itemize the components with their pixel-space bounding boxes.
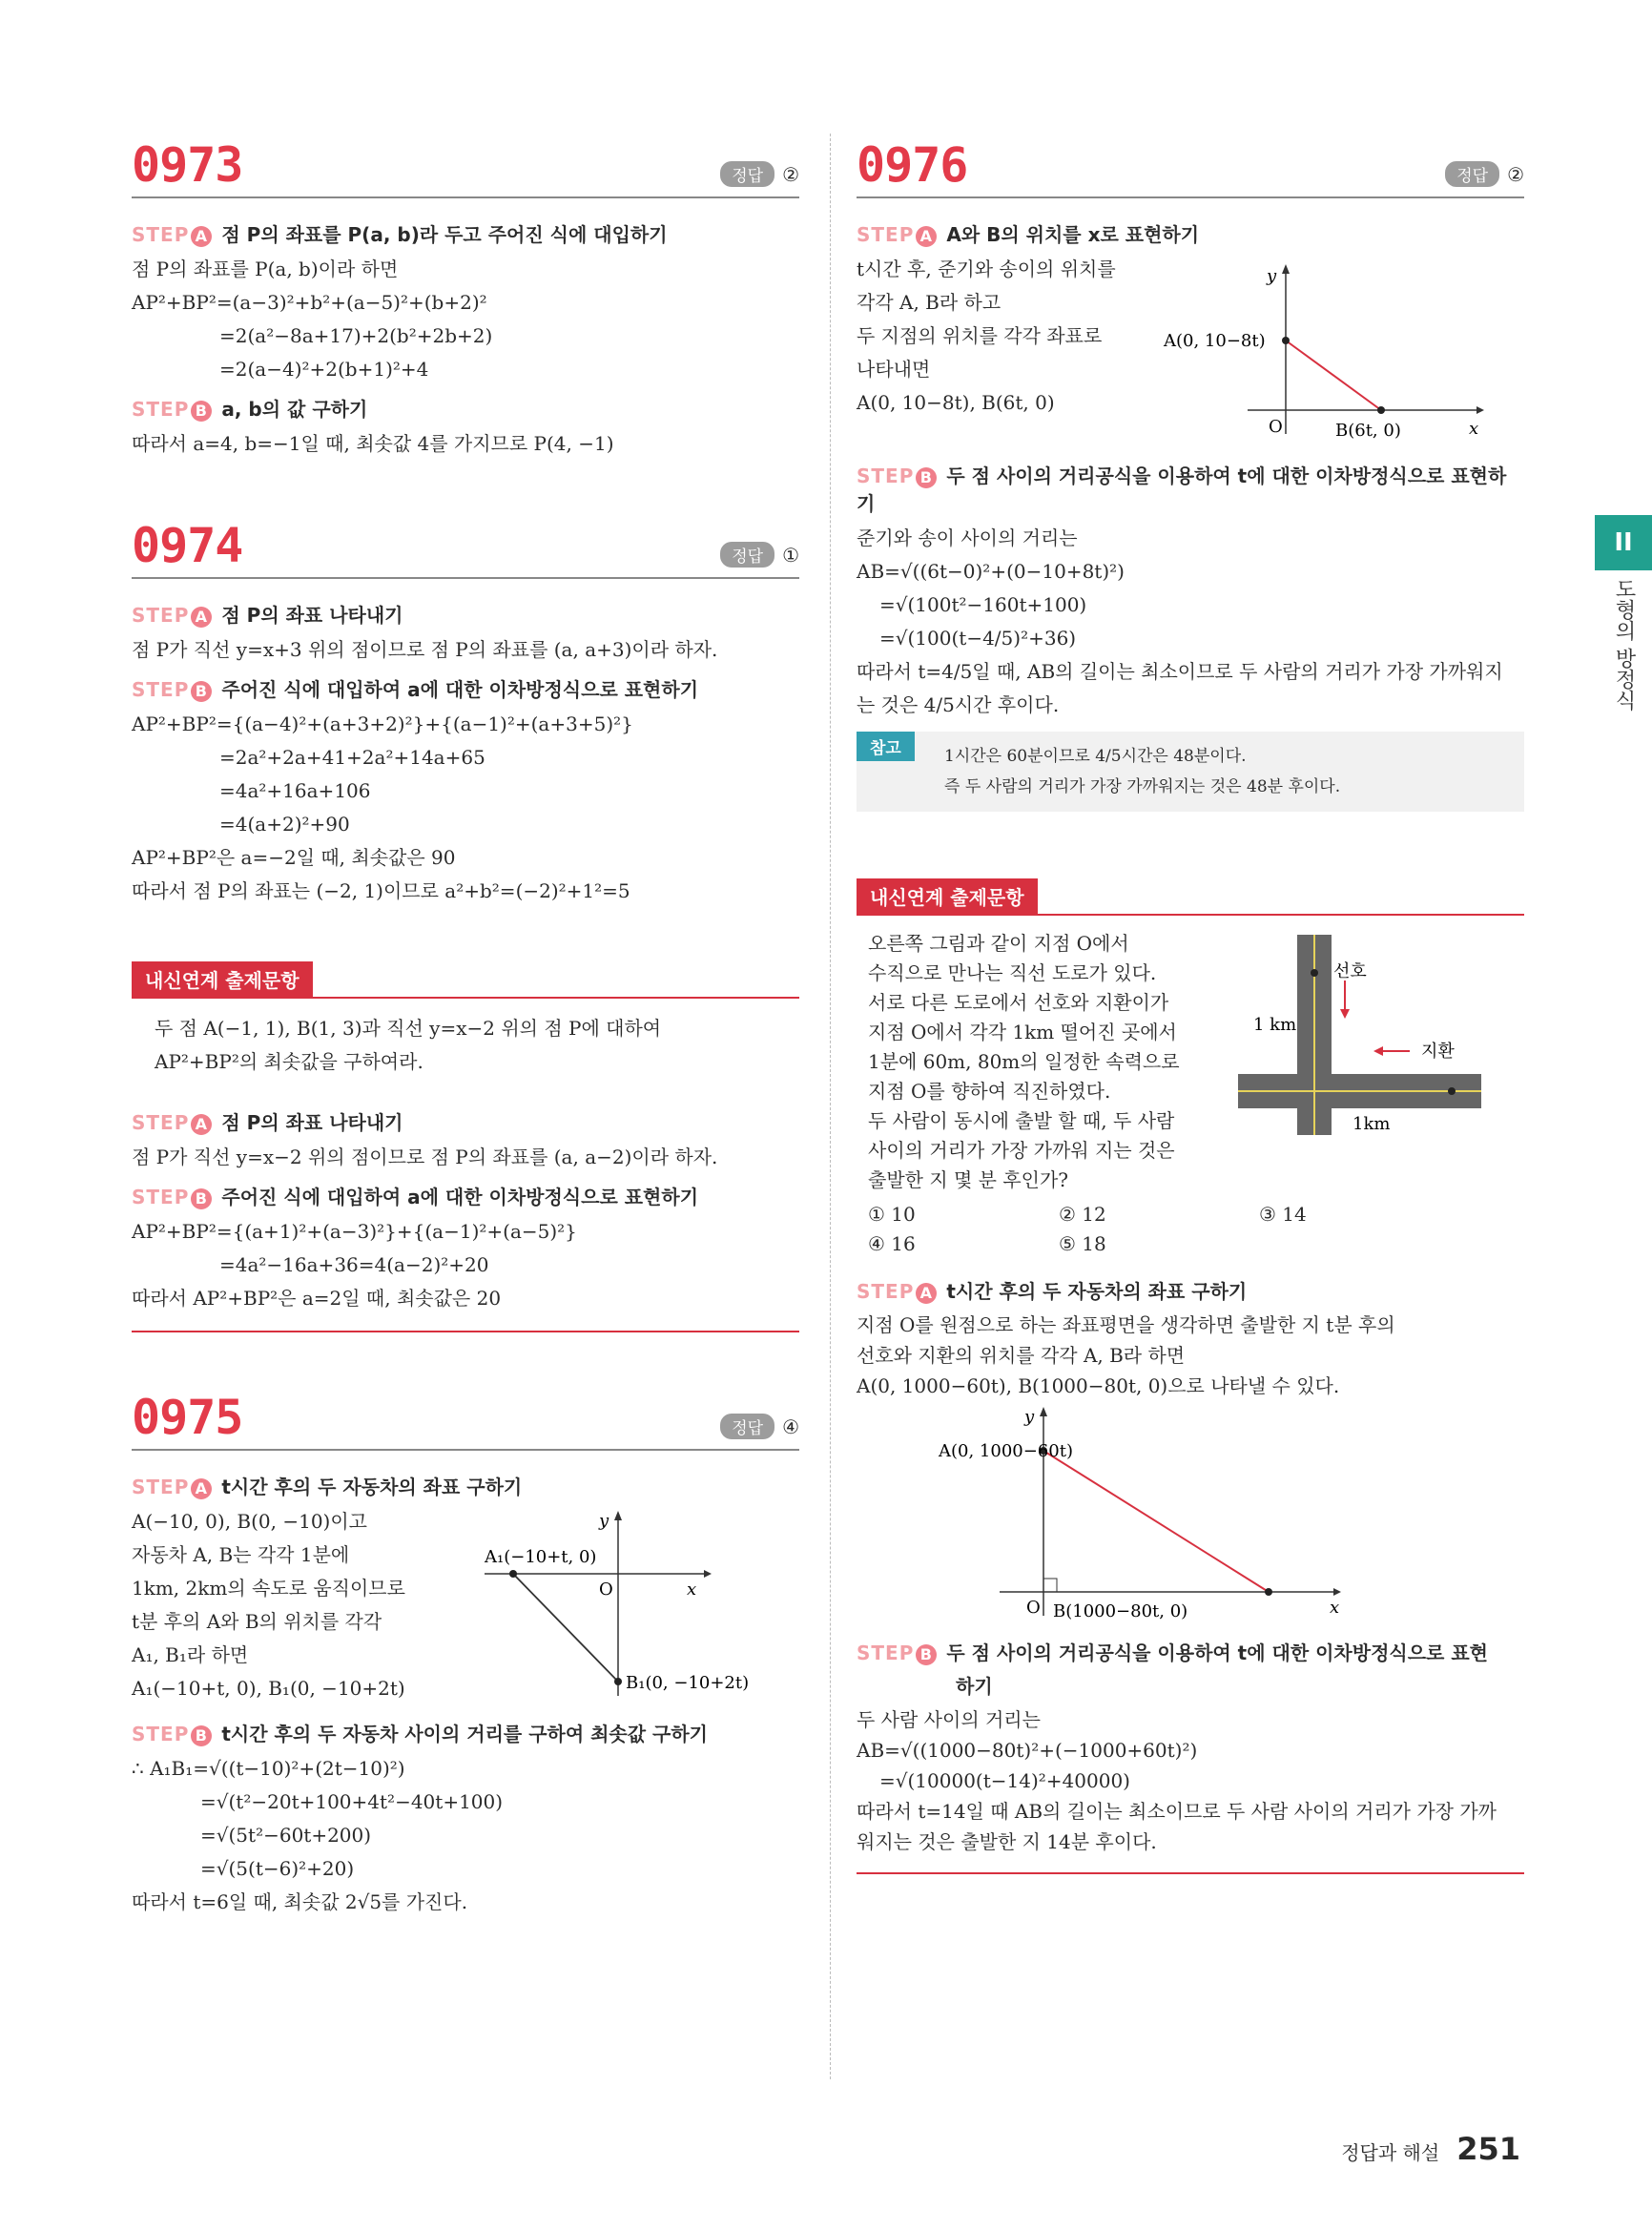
- step-a-heading: STEP A 점 P의 좌표 나타내기: [132, 604, 403, 627]
- solution-line: 두 지점의 위치를 각각 좌표로: [857, 324, 1103, 347]
- solution-line: 따라서 t=6일 때, 최솟값 2√5를 가진다.: [132, 1890, 468, 1913]
- step-a-heading: STEP A 점 P의 좌표 나타내기: [132, 1111, 403, 1134]
- solution-line: 자동차 A, B는 각각 1분에: [132, 1543, 350, 1566]
- solution-line: AP²+BP²={(a+1)²+(a−3)²}+{(a−1)²+(a−5)²}: [132, 1220, 577, 1243]
- question-line: 오른쪽 그림과 같이 지점 O에서: [868, 932, 1129, 955]
- point-a-label: A₁(−10+t, 0): [485, 1547, 597, 1567]
- question-line: 지점 O에서 각각 1km 떨어진 곳에서: [868, 1021, 1177, 1043]
- solution-line: A₁(−10+t, 0), B₁(0, −10+2t): [132, 1677, 405, 1700]
- solution-line: ∴ A₁B₁=√((t−10)²+(2t−10)²): [132, 1757, 405, 1780]
- solution-line: A(0, 10−8t), B(6t, 0): [857, 391, 1055, 414]
- road-figure: [1238, 929, 1496, 1139]
- solution-line: 두 사람 사이의 거리는: [857, 1708, 1041, 1731]
- step-a-heading: STEP A 점 P의 좌표를 P(a, b)라 두고 주어진 식에 대입하기: [132, 223, 668, 246]
- step-b-heading: STEP B t시간 후의 두 자동차 사이의 거리를 구하여 최솟값 구하기: [132, 1723, 708, 1745]
- solution-line: =4a²+16a+106: [219, 779, 371, 802]
- choice: ④ 16: [868, 1232, 916, 1255]
- solution-line: 나타내면: [857, 358, 931, 381]
- answer: 정답 ①: [720, 542, 799, 568]
- origin-label: O: [1269, 417, 1283, 437]
- naesin-rule: [857, 914, 1524, 916]
- question-line: AP²+BP²의 최솟값을 구하여라.: [155, 1050, 423, 1073]
- solution-line: 선호와 지환의 위치를 각각 A, B라 하면: [857, 1344, 1186, 1367]
- solution-line: 각각 A, B라 하고: [857, 291, 1002, 314]
- step-b-heading: STEP B a, b의 값 구하기: [132, 398, 368, 421]
- step-b-heading: STEP B 주어진 식에 대입하여 a에 대한 이차방정식으로 표현하기: [132, 1186, 699, 1208]
- problem-number: 0973: [132, 137, 243, 193]
- naesin-label: 내신연계 출제문항: [857, 878, 1038, 914]
- solution-line: 점 P가 직선 y=x−2 위의 점이므로 점 P의 좌표를 (a, a−2)이라 하자.: [132, 1146, 718, 1168]
- solution-line: =2(a²−8a+17)+2(b²+2b+2): [219, 324, 493, 347]
- solution-line: 1km, 2km의 속도로 움직이므로: [132, 1577, 405, 1600]
- solution-line: =√(100t²−160t+100): [879, 593, 1087, 616]
- coordinate-figure: [475, 1505, 799, 1711]
- answer: 정답 ④: [720, 1414, 799, 1439]
- problem-number: 0976: [857, 137, 968, 193]
- solution-line: 따라서 a=4, b=−1일 때, 최솟값 4를 가지므로 P(4, −1): [132, 432, 614, 455]
- naesin-label: 내신연계 출제문항: [132, 961, 313, 997]
- page-number: 251: [1456, 2131, 1520, 2167]
- reference-note: [857, 732, 1524, 812]
- step-a-body: [857, 253, 1524, 453]
- solution-line: 지점 O를 원점으로 하는 좌표평면을 생각하면 출발한 지 t분 후의: [857, 1313, 1395, 1336]
- problem-header-0974: [132, 514, 799, 579]
- solution-line: =2(a−4)²+2(b+1)²+4: [219, 358, 429, 381]
- note-label: 참고: [857, 732, 915, 761]
- coordinate-figure: [939, 1401, 1400, 1630]
- solution-line: 따라서 t=4/5일 때, AB의 길이는 최소이므로 두 사람의 거리가 가장 가까워지: [857, 660, 1503, 683]
- note-line: 1시간은 60분이므로 4/5시간은 48분이다.: [944, 747, 1247, 766]
- footer-label: 정답과 해설: [1341, 2141, 1440, 2164]
- step-a-heading: STEP A t시간 후의 두 자동차의 좌표 구하기: [132, 1476, 523, 1498]
- solution-line: AP²+BP²={(a−4)²+(a+3+2)²}+{(a−1)²+(a+3+5)²}: [132, 712, 633, 735]
- question-line: 출발한 지 몇 분 후인가?: [868, 1168, 1069, 1191]
- step-b-heading: STEP B 주어진 식에 대입하여 a에 대한 이차방정식으로 표현하기: [132, 678, 699, 701]
- solution-line: =√(100(t−4/5)²+36): [879, 627, 1077, 650]
- naesin-rule: [132, 997, 799, 999]
- step-a-body: [132, 1505, 799, 1711]
- solution-line: A(−10, 0), B(0, −10)이고: [132, 1510, 367, 1533]
- problem-header-0973: [132, 134, 799, 198]
- axis-x-label: x: [1469, 419, 1479, 439]
- solution-line: AB=√((6t−0)²+(0−10+8t)²): [857, 560, 1125, 583]
- solution-line: 따라서 AP²+BP²은 a=2일 때, 최솟값은 20: [132, 1287, 502, 1310]
- solution-line: 는 것은 4/5시간 후이다.: [857, 693, 1060, 716]
- answer: 정답 ②: [720, 161, 799, 187]
- question-line: 서로 다른 도로에서 선호와 지환이가: [868, 991, 1169, 1014]
- question-line: 사이의 거리가 가장 가까워 지는 것은: [868, 1139, 1175, 1162]
- person-1-label: 선호: [1333, 961, 1367, 981]
- axis-y-label: y: [599, 1511, 609, 1531]
- choice: ② 12: [1059, 1203, 1106, 1226]
- axis-y-label: y: [1267, 266, 1277, 286]
- solution-line: 따라서 점 P의 좌표는 (−2, 1)이므로 a²+b²=(−2)²+1²=5: [132, 879, 630, 902]
- chapter-number: II: [1595, 515, 1652, 570]
- distance-label: 1km: [1353, 1114, 1391, 1134]
- question-line: 두 점 A(−1, 1), B(1, 3)과 직선 y=x−2 위의 점 P에 대하여: [155, 1017, 662, 1040]
- solution-line: 점 P가 직선 y=x+3 위의 점이므로 점 P의 좌표를 (a, a+3)이라 하자.: [132, 638, 718, 661]
- solution-line: t분 후의 A와 B의 위치를 각각: [132, 1610, 382, 1633]
- problem-header-0975: [132, 1386, 799, 1451]
- solution-line: 워지는 것은 출발한 지 14분 후이다.: [857, 1830, 1157, 1853]
- solution-line: 준기와 송이 사이의 거리는: [857, 527, 1078, 549]
- answer: 정답 ②: [1445, 161, 1524, 187]
- question-line: 지점 O를 향하여 직진하였다.: [868, 1080, 1111, 1103]
- step-a-heading: STEP A A와 B의 위치를 x로 표현하기: [857, 223, 1200, 246]
- axis-x-label: x: [687, 1580, 697, 1600]
- axis-y-label: y: [1024, 1407, 1035, 1427]
- solution-line: =2a²+2a+41+2a²+14a+65: [219, 746, 485, 769]
- naesin-question: [857, 929, 1524, 1253]
- solution-line: =4(a+2)²+90: [219, 813, 350, 836]
- step-b-heading-cont: 하기: [956, 1675, 993, 1698]
- right-column: [857, 134, 1524, 1889]
- section-rule: [857, 1872, 1524, 1874]
- distance-label: 1 km: [1253, 1015, 1297, 1035]
- problem-number: 0975: [132, 1390, 243, 1445]
- question-line: 수직으로 만나는 직선 도로가 있다.: [868, 961, 1157, 984]
- person-2-label: 지환: [1421, 1042, 1455, 1062]
- origin-label: O: [1026, 1598, 1041, 1618]
- solution-line: =√(5(t−6)²+20): [200, 1857, 355, 1880]
- choice: ① 10: [868, 1203, 916, 1226]
- origin-label: O: [599, 1580, 613, 1600]
- question-line: 1분에 60m, 80m의 일정한 속력으로: [868, 1050, 1180, 1073]
- solution-line: AP²+BP²은 a=−2일 때, 최솟값은 90: [132, 846, 456, 869]
- step-b-heading: STEP B 두 점 사이의 거리공식을 이용하여 t에 대한 이차방정식으로 표현: [857, 1642, 1488, 1664]
- page-footer: [1341, 2131, 1520, 2167]
- section-rule: [132, 1331, 799, 1332]
- coordinate-figure: [1162, 253, 1515, 453]
- solution-line: =4a²−16a+36=4(a−2)²+20: [219, 1253, 489, 1276]
- solution-line: =√(5t²−60t+200): [200, 1824, 372, 1847]
- left-column: [132, 134, 799, 1919]
- point-a-label: A(0, 1000−60t): [939, 1441, 1073, 1461]
- point-b-label: B(1000−80t, 0): [1053, 1601, 1188, 1621]
- solution-line: AB=√((1000−80t)²+(−1000+60t)²): [857, 1739, 1198, 1762]
- solution-line: A(0, 1000−60t), B(1000−80t, 0)으로 나타낼 수 있다.: [857, 1374, 1340, 1397]
- solution-line: =√(10000(t−14)²+40000): [879, 1769, 1130, 1792]
- solution-line: 점 P의 좌표를 P(a, b)이라 하면: [132, 258, 399, 280]
- problem-number: 0974: [132, 518, 243, 573]
- question-line: 두 사람이 동시에 출발 할 때, 두 사람: [868, 1109, 1175, 1132]
- axis-x-label: x: [1330, 1598, 1340, 1618]
- problem-header-0976: [857, 134, 1524, 198]
- solution-line: =√(t²−20t+100+4t²−40t+100): [200, 1790, 504, 1813]
- note-line: 즉 두 사람의 거리가 가장 가까워지는 것은 48분 후이다.: [944, 777, 1341, 796]
- solution-line: AP²+BP²=(a−3)²+b²+(a−5)²+(b+2)²: [132, 291, 487, 314]
- point-b-label: B(6t, 0): [1335, 421, 1401, 441]
- column-divider: [830, 134, 831, 2079]
- choice: ③ 14: [1259, 1203, 1307, 1226]
- solution-line: t시간 후, 준기와 송이의 위치를: [857, 258, 1116, 280]
- solution-line: A₁, B₁라 하면: [132, 1643, 249, 1666]
- step-b-heading: STEP B 두 점 사이의 거리공식을 이용하여 t에 대한 이차방정식으로 표현하기: [857, 465, 1507, 515]
- point-a-label: A(0, 10−8t): [1164, 331, 1266, 351]
- step-a-heading: STEP A t시간 후의 두 자동차의 좌표 구하기: [857, 1280, 1248, 1303]
- chapter-side-tab: [1595, 515, 1652, 711]
- choice: ⑤ 18: [1059, 1232, 1106, 1255]
- solution-line: 따라서 t=14일 때 AB의 길이는 최소이므로 두 사람 사이의 거리가 가장 가까: [857, 1800, 1497, 1823]
- point-b-label: B₁(0, −10+2t): [626, 1673, 750, 1693]
- chapter-title: 도형의 방정식: [1612, 578, 1636, 711]
